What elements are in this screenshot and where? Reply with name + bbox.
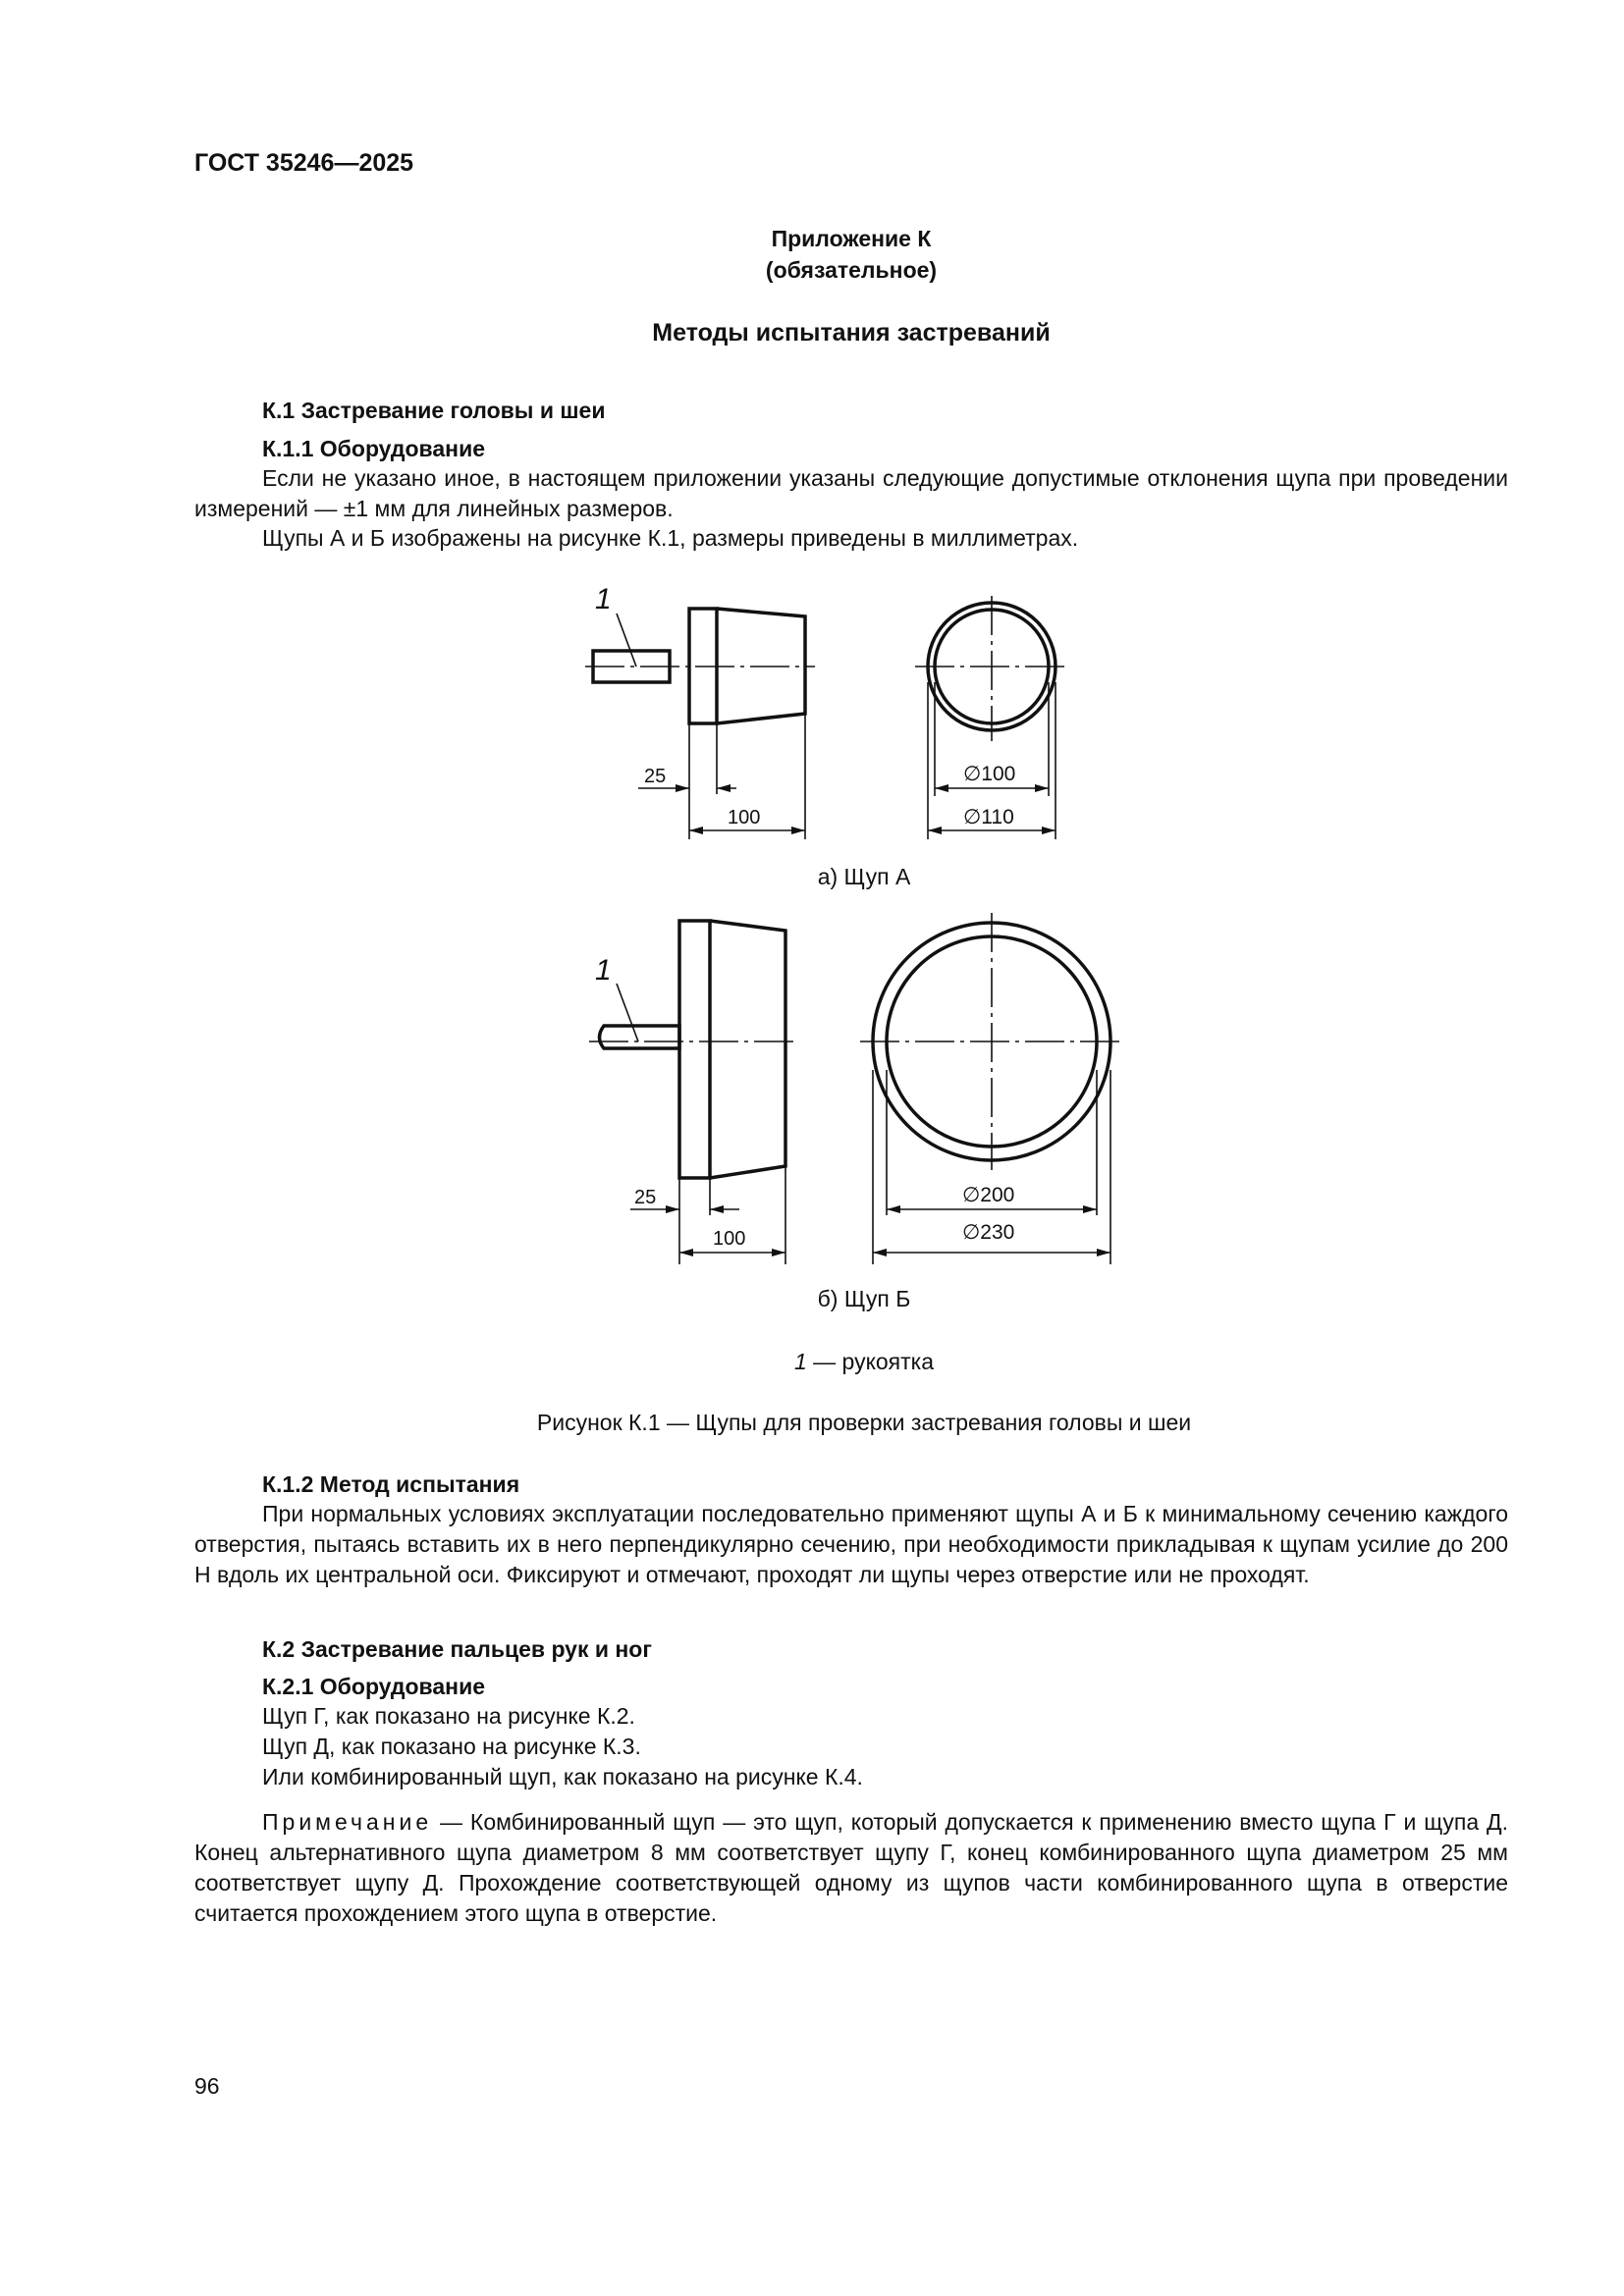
probe-b-dim-outer: ∅230 [962,1221,1015,1244]
section-k2-heading: К.2 Застревание пальцев рук и ног [262,1636,652,1662]
probe-a-caption: а) Щуп А [817,864,911,889]
probe-b-flange [679,921,710,1178]
section-k21-heading: К.2.1 Оборудование [262,1674,486,1699]
probe-b-drawing [569,903,1139,1276]
section-k11-paragraph: Если не указано иное, в настоящем приложении указаны следующие допустимые отклонения щупа при проведении измерений — ±1 мм для линейных размеров. [194,465,1508,521]
probe-a-dim-inner: ∅100 [963,763,1016,785]
probe-b-callout: 1 [595,954,612,987]
section-k11-heading: К.1.1 Оборудование [262,436,486,461]
note-label: Примечание [262,1809,433,1835]
section-k11-figure-ref: Щупы А и Б изображены на рисунке К.1, размеры приведены в миллиметрах. [262,525,1079,551]
section-k12-paragraph: При нормальных условиях эксплуатации последовательно применяют щупы А и Б к минимальному сечению каждого отверстия, пытаясь вставить их в него перпендикулярно сечению, при необходимости прикладывая к щупам усилие до 200 Н вдоль их центральной оси. Фиксируют и отмечают, проходят ли щупы через отверстие или не проходят. [194,1501,1508,1587]
section-k21-line-3: Или комбинированный щуп, как показано на рисунке К.4. [262,1764,863,1789]
note-text: — Комбинированный щуп — это щуп, который допускается к применению вместо щупа Г и щупа Д. Конец альтернативного щупа диаметром 8 мм соответствует щупу Г, конец комбинированного щупа диаметром 25 мм соответствует щупу Д. Прохождение соответствующей одному из щупов части комбинированного щупа в отверстие считается прохождением этого щупа в отверстие. [194,1809,1508,1926]
document-id: ГОСТ 35246—2025 [194,149,414,177]
figure-title: Рисунок К.1 — Щупы для проверки застревания головы и шеи [536,1410,1192,1435]
legend-text: — рукоятка [806,1349,935,1374]
page-number: 96 [194,2073,220,2099]
probe-b-dim-shaft: 25 [634,1187,657,1208]
probe-a-dim-length: 100 [728,807,761,828]
annex-status: (обязательное) [765,257,938,283]
section-k21-line-2: Щуп Д, как показано на рисунке К.3. [262,1734,641,1759]
annex-heading: Методы испытания застреваний [652,319,1051,347]
probe-b-caption: б) Щуп Б [817,1286,911,1311]
note-paragraph [194,1807,1508,1929]
annex-title: Приложение К [771,226,932,251]
probe-a-callout: 1 [595,583,612,615]
probe-b-body [710,921,785,1178]
legend-number: 1 [793,1349,807,1374]
section-k12-heading: К.1.2 Метод испытания [262,1471,520,1497]
probe-b-dim-inner: ∅200 [962,1184,1015,1206]
probe-b-dim-length: 100 [713,1228,746,1250]
section-k21-line-1: Щуп Г, как показано на рисунке К.2. [262,1703,635,1729]
figure-legend [20,1349,1624,1375]
probe-a-drawing [569,574,1080,888]
probe-a-dim-outer: ∅110 [963,806,1014,828]
probe-a-dim-shaft: 25 [644,766,667,787]
section-k1-heading: К.1 Застревание головы и шеи [262,398,606,423]
probe-b-handle [600,1026,680,1048]
